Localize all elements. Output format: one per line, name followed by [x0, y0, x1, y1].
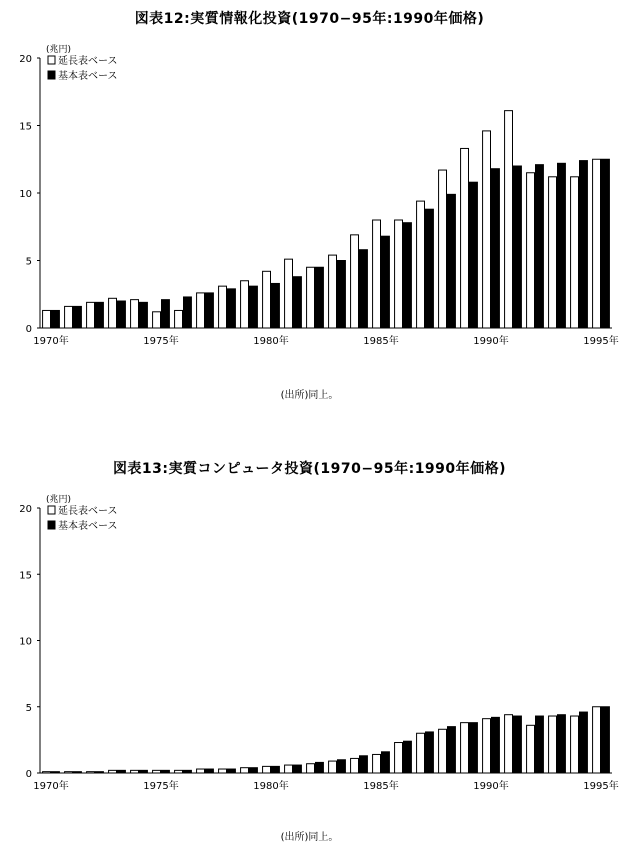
- bar-encho: [263, 271, 271, 328]
- bar-encho: [263, 766, 271, 773]
- bar-encho: [593, 707, 601, 773]
- bar-encho: [87, 302, 95, 328]
- bar-encho: [131, 770, 139, 773]
- source-note: (出所)同上。: [280, 390, 339, 401]
- bar-kihon: [96, 302, 104, 328]
- bar-encho: [307, 764, 315, 773]
- bar-encho: [505, 111, 513, 328]
- bar-kihon: [96, 772, 104, 773]
- bar-encho: [395, 743, 403, 773]
- bar-encho: [153, 770, 161, 773]
- bar-kihon: [118, 301, 126, 328]
- chart-title: 図表13:実質コンピュータ投資(1970−95年:1990年価格): [112, 461, 507, 477]
- bar-encho: [417, 733, 425, 773]
- bar-encho: [439, 170, 447, 328]
- bar-encho: [109, 770, 117, 773]
- bar-encho: [219, 769, 227, 773]
- bar-encho: [461, 148, 469, 328]
- y-tick-label: 0: [25, 324, 32, 335]
- bar-encho: [197, 769, 205, 773]
- y-tick-label: 15: [19, 121, 32, 133]
- bar-kihon: [272, 283, 280, 328]
- y-tick-label: 0: [25, 769, 32, 780]
- bar-kihon: [52, 310, 60, 328]
- bar-encho: [417, 201, 425, 328]
- legend-label: 延長表ベース: [58, 56, 118, 67]
- bar-kihon: [426, 732, 434, 773]
- bar-encho: [461, 723, 469, 773]
- y-unit-label: (兆円): [46, 45, 72, 55]
- bar-kihon: [162, 300, 170, 328]
- bar-encho: [175, 310, 183, 328]
- bar-encho: [285, 765, 293, 773]
- x-tick-label: 1985年: [363, 336, 399, 347]
- bar-kihon: [602, 159, 610, 328]
- bar-kihon: [470, 182, 478, 328]
- bar-kihon: [184, 770, 192, 773]
- bar-encho: [329, 761, 337, 773]
- bar-kihon: [52, 772, 60, 773]
- y-tick-label: 20: [19, 504, 32, 515]
- x-tick-label: 1985年: [363, 781, 399, 792]
- bar-encho: [351, 235, 359, 328]
- bar-encho: [109, 298, 117, 328]
- bar-kihon: [316, 762, 324, 773]
- bar-kihon: [580, 712, 588, 773]
- bar-kihon: [404, 223, 412, 328]
- bar-kihon: [250, 286, 258, 328]
- bar-encho: [131, 300, 139, 328]
- legend-marker-hollow: [48, 506, 55, 514]
- bar-encho: [307, 267, 315, 328]
- bar-encho: [43, 772, 51, 773]
- bar-encho: [483, 719, 491, 773]
- y-tick-label: 15: [19, 570, 32, 582]
- bar-kihon: [140, 302, 148, 328]
- bar-kihon: [360, 756, 368, 773]
- bar-kihon: [558, 163, 566, 328]
- bar-encho: [65, 306, 73, 328]
- legend-marker-hollow: [48, 56, 55, 64]
- bar-kihon: [602, 707, 610, 773]
- bar-kihon: [74, 306, 82, 328]
- bar-encho: [571, 177, 579, 328]
- bar-kihon: [426, 209, 434, 328]
- bar-kihon: [580, 161, 588, 328]
- legend-marker-filled: [48, 521, 55, 529]
- bar-kihon: [470, 723, 478, 773]
- bar-encho: [373, 220, 381, 328]
- bar-kihon: [382, 752, 390, 773]
- bar-chart-12: [0, 30, 619, 400]
- bar-encho: [65, 772, 73, 773]
- bar-kihon: [118, 770, 126, 773]
- bar-encho: [505, 715, 513, 773]
- bar-encho: [197, 293, 205, 328]
- bar-encho: [153, 312, 161, 328]
- bar-kihon: [536, 165, 544, 328]
- bar-kihon: [492, 169, 500, 328]
- bar-kihon: [448, 727, 456, 773]
- bar-kihon: [140, 770, 148, 773]
- bar-kihon: [272, 766, 280, 773]
- y-tick-label: 10: [19, 636, 32, 648]
- bar-kihon: [294, 765, 302, 773]
- bar-kihon: [228, 289, 236, 328]
- legend-label: 延長表ベース: [58, 506, 118, 517]
- bar-kihon: [536, 716, 544, 773]
- x-tick-label: 1970年: [33, 781, 69, 792]
- y-tick-label: 5: [25, 702, 32, 714]
- bar-kihon: [558, 715, 566, 773]
- bar-encho: [241, 768, 249, 773]
- bar-encho: [373, 754, 381, 773]
- bar-kihon: [338, 261, 346, 329]
- legend-label: 基本表ベース: [58, 521, 118, 532]
- x-tick-label: 1995年: [583, 781, 619, 792]
- bar-encho: [87, 772, 95, 773]
- bar-kihon: [382, 236, 390, 328]
- bar-encho: [593, 159, 601, 328]
- bar-encho: [483, 131, 491, 328]
- bar-encho: [241, 281, 249, 328]
- bar-encho: [351, 758, 359, 773]
- bar-encho: [219, 286, 227, 328]
- bar-kihon: [74, 772, 82, 773]
- bar-encho: [527, 725, 535, 773]
- source-note: (出所)同上。: [280, 832, 339, 843]
- x-tick-label: 1980年: [253, 336, 289, 347]
- x-tick-label: 1970年: [33, 336, 69, 347]
- bar-encho: [285, 259, 293, 328]
- bar-kihon: [206, 769, 214, 773]
- x-tick-label: 1990年: [473, 781, 509, 792]
- bar-chart-13: [0, 480, 619, 840]
- bar-encho: [175, 770, 183, 773]
- bar-encho: [439, 729, 447, 773]
- bar-encho: [527, 173, 535, 328]
- y-tick-label: 5: [25, 256, 32, 268]
- bar-kihon: [360, 250, 368, 328]
- bar-kihon: [514, 166, 522, 328]
- bar-encho: [571, 716, 579, 773]
- y-tick-label: 20: [19, 54, 32, 65]
- bar-encho: [329, 255, 337, 328]
- legend-label: 基本表ベース: [58, 71, 118, 82]
- bar-kihon: [404, 741, 412, 773]
- bar-kihon: [492, 717, 500, 773]
- bar-kihon: [448, 194, 456, 328]
- x-tick-label: 1990年: [473, 336, 509, 347]
- x-tick-label: 1975年: [143, 781, 179, 792]
- bar-kihon: [294, 277, 302, 328]
- x-tick-label: 1980年: [253, 781, 289, 792]
- bar-kihon: [162, 770, 170, 773]
- x-tick-label: 1995年: [583, 336, 619, 347]
- bar-kihon: [206, 293, 214, 328]
- y-tick-label: 10: [19, 189, 32, 200]
- bar-kihon: [228, 769, 236, 773]
- bar-encho: [395, 220, 403, 328]
- y-unit-label: (兆円): [46, 495, 72, 505]
- bar-kihon: [316, 267, 324, 328]
- chart-title: 図表12:実質情報化投資(1970−95年:1990年価格): [134, 11, 485, 27]
- bar-kihon: [514, 716, 522, 773]
- bar-encho: [549, 177, 557, 328]
- x-tick-label: 1975年: [143, 336, 179, 347]
- chart-13-block: [0, 440, 619, 850]
- bar-encho: [43, 310, 51, 328]
- bar-kihon: [184, 297, 192, 328]
- bar-encho: [549, 716, 557, 773]
- legend-marker-filled: [48, 71, 55, 79]
- bar-kihon: [338, 760, 346, 773]
- bar-kihon: [250, 768, 258, 773]
